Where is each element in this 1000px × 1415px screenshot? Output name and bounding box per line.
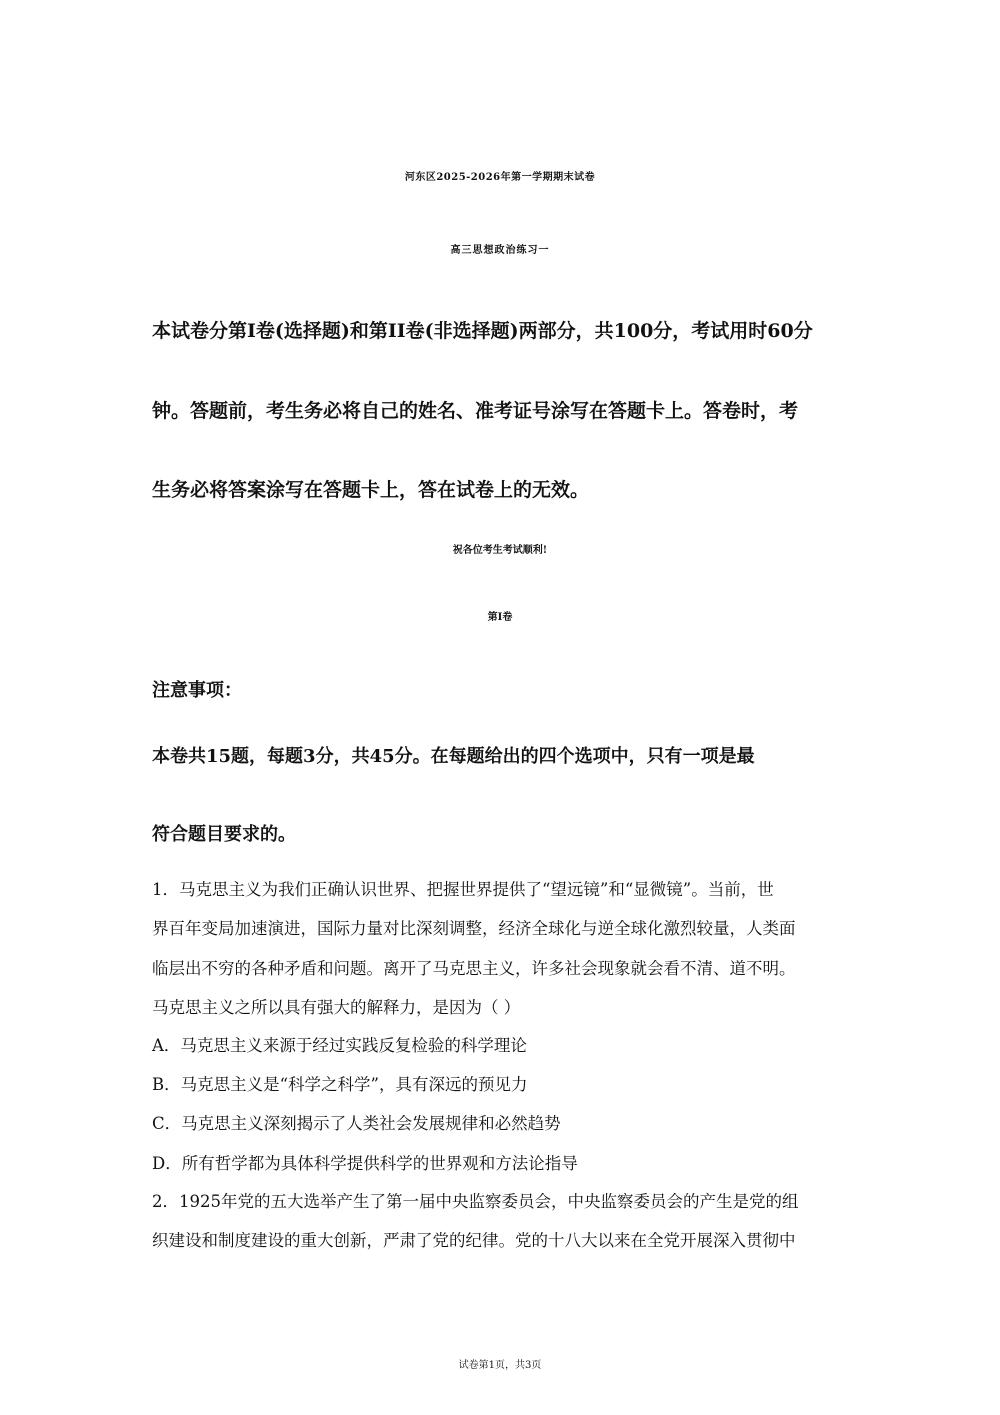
question-stem-line: 马克思主义之所以具有强大的解释力，是因为（ ） xyxy=(152,998,521,1017)
intro-line: 本试卷分第I卷(选择题)和第II卷(非选择题)两部分，共100分，考试用时60分 xyxy=(152,320,813,342)
exam-subtitle: 高三思想政治练习一 xyxy=(450,245,550,256)
notice-heading: 注意事项： xyxy=(152,680,242,701)
option-d: D．所有哲学都为具体科学提供科学的世界观和方法论指导 xyxy=(152,1154,578,1173)
question-stem-line: 织建设和制度建设的重大创新，严肃了党的纪律。党的十八大以来在全党开展深入贯彻中 xyxy=(152,1231,796,1250)
question-stem-line: 2．1925年党的五大选举产生了第一届中央监察委员会，中央监察委员会的产生是党的组 xyxy=(152,1192,799,1211)
option-c: C．马克思主义深刻揭示了人类社会发展规律和必然趋势 xyxy=(152,1114,561,1133)
good-luck-wish: 祝各位考生考试顺利! xyxy=(452,545,548,556)
intro-line: 生务必将答案涂写在答题卡上，答在试卷上的无效。 xyxy=(152,479,590,501)
section-title: 第I卷 xyxy=(487,612,513,623)
page-footer: 试卷第1页，共3页 xyxy=(458,1360,542,1371)
question-stem-line: 界百年变局加速演进，国际力量对比深刻调整，经济全球化与逆全球化激烈较量，人类面 xyxy=(152,919,796,938)
option-a: A．马克思主义来源于经过实践反复检验的科学理论 xyxy=(152,1036,527,1055)
question-stem-line: 临层出不穷的各种矛盾和问题。离开了马克思主义，许多社会现象就会看不清、道不明。 xyxy=(152,959,796,978)
notice-line: 本卷共15题，每题3分，共45分。在每题给出的四个选项中，只有一项是最 xyxy=(152,746,755,767)
exam-title: 河东区2025-2026年第一学期期末试卷 xyxy=(404,172,596,183)
intro-line: 钟。答题前，考生务必将自己的姓名、准考证号涂写在答题卡上。答卷时，考 xyxy=(152,400,799,422)
notice-line: 符合题目要求的。 xyxy=(152,824,296,845)
question-stem-line: 1．马克思主义为我们正确认识世界、把握世界提供了“望远镜”和“显微镜”。当前，世 xyxy=(152,880,774,899)
option-b: B．马克思主义是“科学之科学”，具有深远的预见力 xyxy=(152,1075,528,1094)
